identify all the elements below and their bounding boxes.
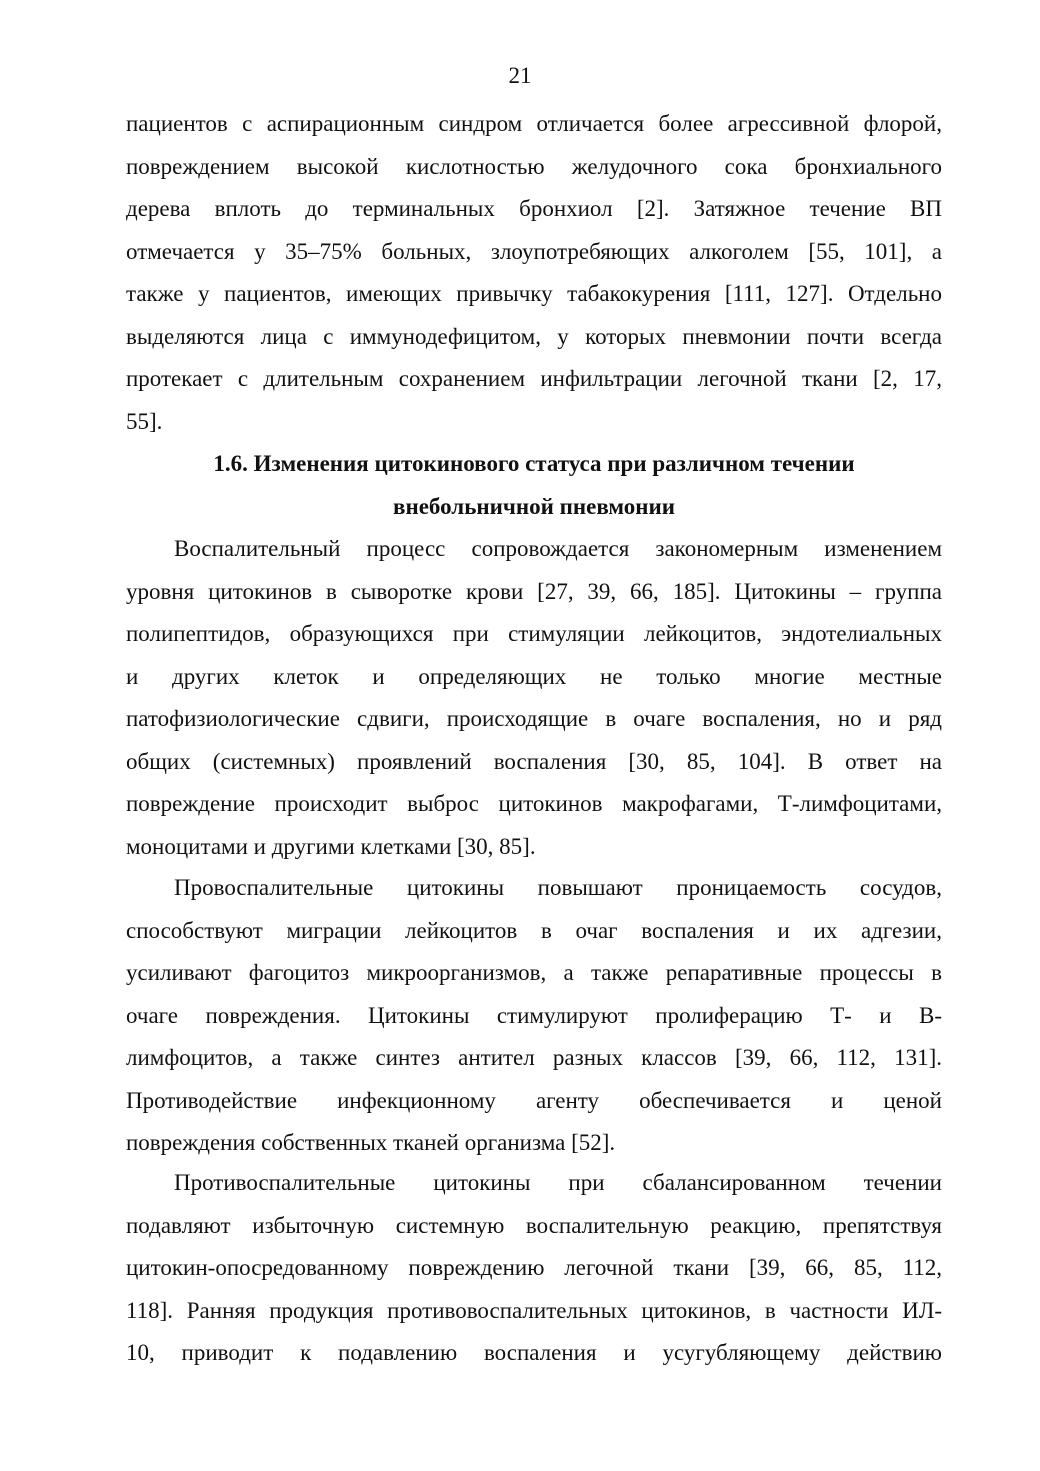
text-line: повреждения собственных тканей организма [52].	[126, 1130, 616, 1155]
text-line: выделяются лица с иммунодефицитом, у которых пневмонии почти всегда	[126, 323, 942, 349]
text-line: подавляют избыточную системную воспалительную реакцию, препятствуя	[126, 1212, 942, 1238]
text-line: способствуют миграции лейкоцитов в очаг воспаления и их адгезии,	[126, 917, 942, 943]
text-line: 55].	[126, 408, 163, 434]
text-line: лимфоцитов, а также синтез антител разных классов [39, 66, 112, 131].	[126, 1045, 942, 1070]
text-line: цитокин-опосредованному повреждению легочной ткани [39, 66, 85, 112,	[126, 1255, 942, 1280]
text-line: Воспалительный процесс сопровождается закономерным изменением	[174, 536, 942, 561]
text-line: уровня цитокинов в сыворотке крови [27, 39, 66, 185]. Цитокины – группа	[126, 578, 942, 604]
paragraph-antiinflammatory	[126, 1162, 942, 1375]
paragraph-proinflammatory	[126, 867, 942, 1165]
text-line: патофизиологические сдвиги, происходящие в очаге воспаления, но и ряд	[126, 706, 942, 731]
text-line: дерева вплоть до терминальных бронхиол [2]. Затяжное течение ВП	[126, 196, 942, 221]
text-line: пациентов с аспирационным синдром отличается более агрессивной флорой,	[126, 111, 942, 136]
text-line: повреждением высокой кислотностью желудочного сока бронхиального	[126, 153, 942, 179]
text-line: общих (системных) проявлений воспаления [30, 85, 104]. В ответ на	[126, 748, 942, 774]
text-line: и других клеток и определяющих не только многие местные	[126, 663, 942, 689]
text-line: Противодействие инфекционному агенту обеспечивается и ценой	[126, 1087, 942, 1113]
page-number: 21	[508, 63, 532, 88]
section-heading	[126, 443, 942, 528]
text-line: повреждение происходит выброс цитокинов макрофагами, Т-лимфоцитами,	[126, 791, 942, 816]
text-line: 118]. Ранняя продукция противовоспалительных цитокинов, в частности ИЛ-	[126, 1297, 942, 1323]
text-line: отмечается у 35–75% больных, злоупотребяющих алкоголем [55, 101], а	[126, 238, 942, 264]
text-line: полипептидов, образующихся при стимуляции лейкоцитов, эндотелиальных	[126, 621, 942, 646]
heading-line: 1.6. Изменения цитокинового статуса при различном течении	[213, 451, 855, 476]
text-line: моноцитами и другими клетками [30, 85].	[126, 833, 536, 859]
text-line: очаге повреждения. Цитокины стимулируют пролиферацию Т- и В-	[126, 1002, 942, 1028]
text-line: также у пациентов, имеющих привычку табакокурения [111, 127]. Отдельно	[126, 281, 942, 306]
paragraph-intro	[126, 103, 942, 443]
text-line: протекает с длительным сохранением инфильтрации легочной ткани [2, 17,	[126, 366, 942, 391]
text-line: усиливают фагоцитоз микроорганизмов, а также репаративные процессы в	[126, 960, 942, 985]
text-line: Противоспалительные цитокины при сбалансированном течении	[174, 1170, 942, 1195]
text-line: 10, приводит к подавлению воспаления и усугубляющему действию	[126, 1340, 942, 1365]
paragraph-cytokines-intro	[126, 528, 942, 868]
heading-line: внебольничной пневмонии	[393, 493, 675, 519]
text-line: Провоспалительные цитокины повышают проницаемость сосудов,	[174, 875, 942, 900]
